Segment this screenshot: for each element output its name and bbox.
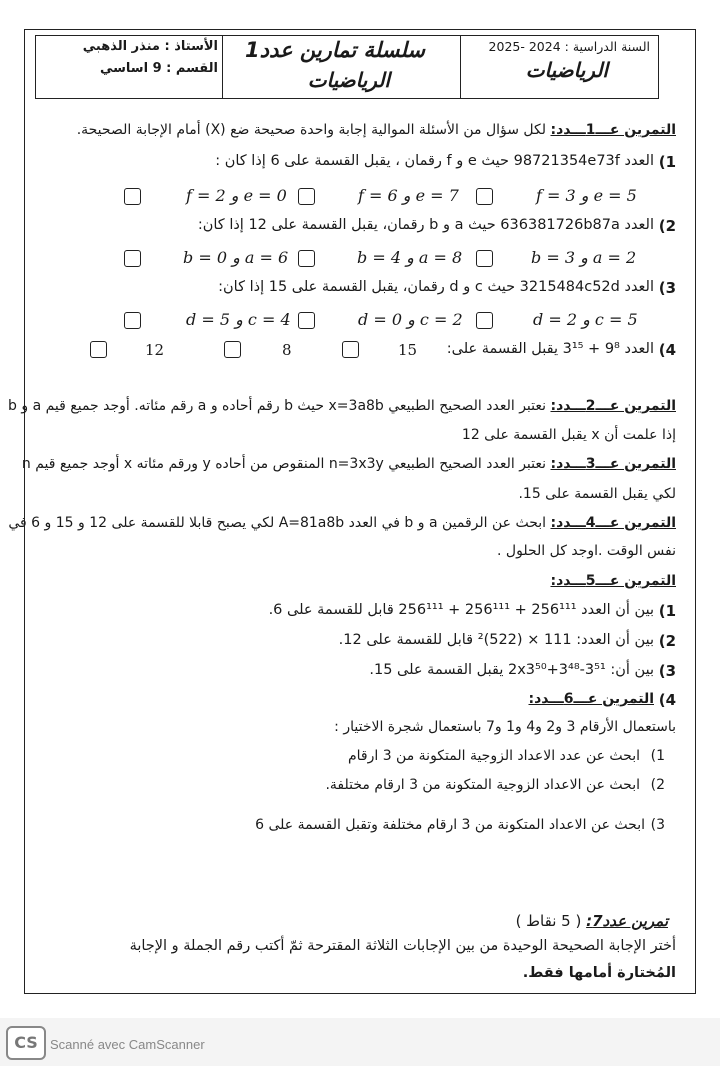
subject-label-mid: الرياضيات (307, 68, 390, 92)
q3-checkbox-3[interactable] (124, 312, 141, 329)
ex6-number: 4) (658, 691, 676, 709)
ex7-line1: أختر الإجابة الصحيحة الوحيدة من بين الإجابات الثلاثة المقترحة ثمّ أكتب رقم الجملة و الإجابة (129, 938, 676, 954)
ex7-line2: المُختارة أمامها فقط. (522, 965, 676, 981)
q2-checkbox-1[interactable] (476, 250, 493, 267)
ex5-item1-text: بين أن العدد 256¹¹¹ + 256¹¹¹ + 256¹¹¹ قابل للقسمة على 6. (268, 602, 654, 618)
q2-option-2: b = 4 و a = 8 (357, 248, 463, 267)
ex7-points: ( 5 نقاط ) (515, 912, 582, 930)
ex6-item3-text: ابحث عن الاعداد المتكونة من 3 ارقام مختلفة وتقبل القسمة على 6 (255, 817, 645, 833)
header-year-cell (460, 36, 658, 98)
ex5-item3-number: 3) (658, 662, 676, 680)
q2-text: العدد 636381726b87a حيث a و b رقمان، يقبل القسمة على 12 إذا كان: (197, 217, 654, 233)
ex2-line2: إذا علمت أن x يقبل القسمة على 12 (461, 427, 676, 443)
ex5-item1-number: 1) (658, 602, 676, 620)
q3-checkbox-2[interactable] (298, 312, 315, 329)
ex6-item2-text: ابحث عن الاعداد الزوجية المتكونة من 3 ارقام مختلفة. (325, 777, 640, 793)
camscanner-logo-icon: CS (6, 1026, 46, 1060)
ex1-heading (77, 122, 676, 138)
page-border (21, 29, 696, 994)
q1-option-2: f = 6 و e = 7 (358, 186, 459, 205)
q1-number: 1) (658, 153, 676, 171)
ex4-line1 (8, 515, 676, 531)
camscanner-watermark: Scanné avec CamScanner (50, 1037, 205, 1052)
q3-option-3: d = 5 و c = 4 (186, 310, 291, 329)
ex7-title: تمرين عدد7: (586, 912, 668, 930)
q3-option-1: d = 2 و c = 5 (533, 310, 638, 329)
q2-checkbox-2[interactable] (298, 250, 315, 267)
header-title-cell (222, 36, 460, 98)
ex7-heading (516, 912, 668, 930)
q1-checkbox-3[interactable] (124, 188, 141, 205)
scanner-footer (0, 1018, 720, 1066)
ex1-intro: لكل سؤال من الأسئلة الموالية إجابة واحدة صحيحة ضع (X) أمام الإجابة الصحيحة. (76, 122, 547, 138)
q2-number: 2) (658, 217, 676, 235)
q1-checkbox-2[interactable] (298, 188, 315, 205)
q1-option-1: f = 3 و e = 5 (536, 186, 637, 205)
ex6-item3-number: 3) (650, 817, 665, 833)
ex2-text1: نعتبر العدد الصحيح الطبيعي x=3a8b حيث b رقم أحاده و a رقم مئاته. أوجد جميع قيم a و b (8, 398, 547, 414)
q4-option-3: 12 (145, 341, 165, 359)
ex6-title: التمرين عـــ6ـــدد: (528, 691, 654, 707)
school-year: السنة الدراسية : 2024 -2025 (488, 39, 650, 54)
ex4-text1: ابحث عن الرقمين a و b في العدد A=81a8b لكي يصبح قابلا للقسمة على 12 و 15 و 6 في (8, 515, 547, 531)
subject-label-right: الرياضيات (525, 58, 608, 82)
q3-number: 3) (658, 279, 676, 297)
q4-option-1: 15 (398, 341, 418, 359)
ex3-line2: لكي يقبل القسمة على 15. (518, 486, 676, 502)
ex6-item2-number: 2) (650, 777, 665, 793)
q4-text: العدد 9⁸ + 3¹⁵ يقبل القسمة على: (446, 341, 654, 357)
ex5-item3-text: بين أن: 3⁵¹-2x3⁵⁰+3⁴⁸ يقبل القسمة على 15. (369, 662, 654, 678)
q4-checkbox-3[interactable] (90, 341, 107, 358)
q2-option-3: b = 0 و a = 6 (183, 248, 289, 267)
q1-text: العدد 98721354e73f حيث e و f رقمان ، يقبل القسمة على 6 إذا كان : (215, 153, 654, 169)
q3-option-2: d = 0 و c = 2 (358, 310, 463, 329)
teacher-name: الأستاذ : منذر الذهبي (82, 39, 218, 54)
ex4-line2: نفس الوقت .اوجد كل الحلول . (497, 543, 676, 559)
ex1-title: التمرين عـــ1ـــدد: (550, 122, 676, 138)
ex3-text1: نعتبر العدد الصحيح الطبيعي n=3x3y المنقوص من أحاده y ورقم مئاته x أوجد جميع قيم n (21, 456, 547, 472)
q2-checkbox-3[interactable] (124, 250, 141, 267)
ex3-title: التمرين عـــ3ـــدد: (550, 456, 676, 472)
q3-text: العدد 3215484c52d حيث c و d رقمان، يقبل القسمة على 15 إذا كان: (218, 279, 654, 295)
ex5-item2-text: بين أن العدد: 111 × (522)² قابل للقسمة على 12. (338, 632, 654, 648)
ex6-item1-text: ابحث عن عدد الاعداد الزوجية المتكونة من 3 ارقام (347, 748, 640, 764)
q2-option-1: b = 3 و a = 2 (531, 248, 637, 267)
header-table (35, 35, 659, 99)
q4-option-2: 8 (282, 341, 292, 359)
ex2-line1 (8, 398, 676, 414)
ex3-line1 (22, 456, 676, 472)
q4-number: 4) (658, 341, 676, 359)
q1-option-3: f = 2 و e = 0 (186, 186, 287, 205)
ex5-item2-number: 2) (658, 632, 676, 650)
ex6-item1-number: 1) (650, 748, 665, 764)
class-level: القسم : 9 اساسي (99, 61, 218, 76)
q3-checkbox-1[interactable] (476, 312, 493, 329)
header-teacher-cell (36, 36, 224, 98)
q4-checkbox-2[interactable] (224, 341, 241, 358)
ex4-title: التمرين عـــ4ـــدد: (550, 515, 676, 531)
q4-checkbox-1[interactable] (342, 341, 359, 358)
ex6-intro: باستعمال الأرقام 3 و2 و4 و1 و7 باستعمال شجرة الاختيار : (334, 719, 676, 735)
ex5-title: التمرين عـــ5ـــدد: (550, 573, 676, 589)
ex2-title: التمرين عـــ2ـــدد: (550, 398, 676, 414)
q1-checkbox-1[interactable] (476, 188, 493, 205)
series-title: سلسلة تمارين عدد1 (245, 38, 425, 62)
